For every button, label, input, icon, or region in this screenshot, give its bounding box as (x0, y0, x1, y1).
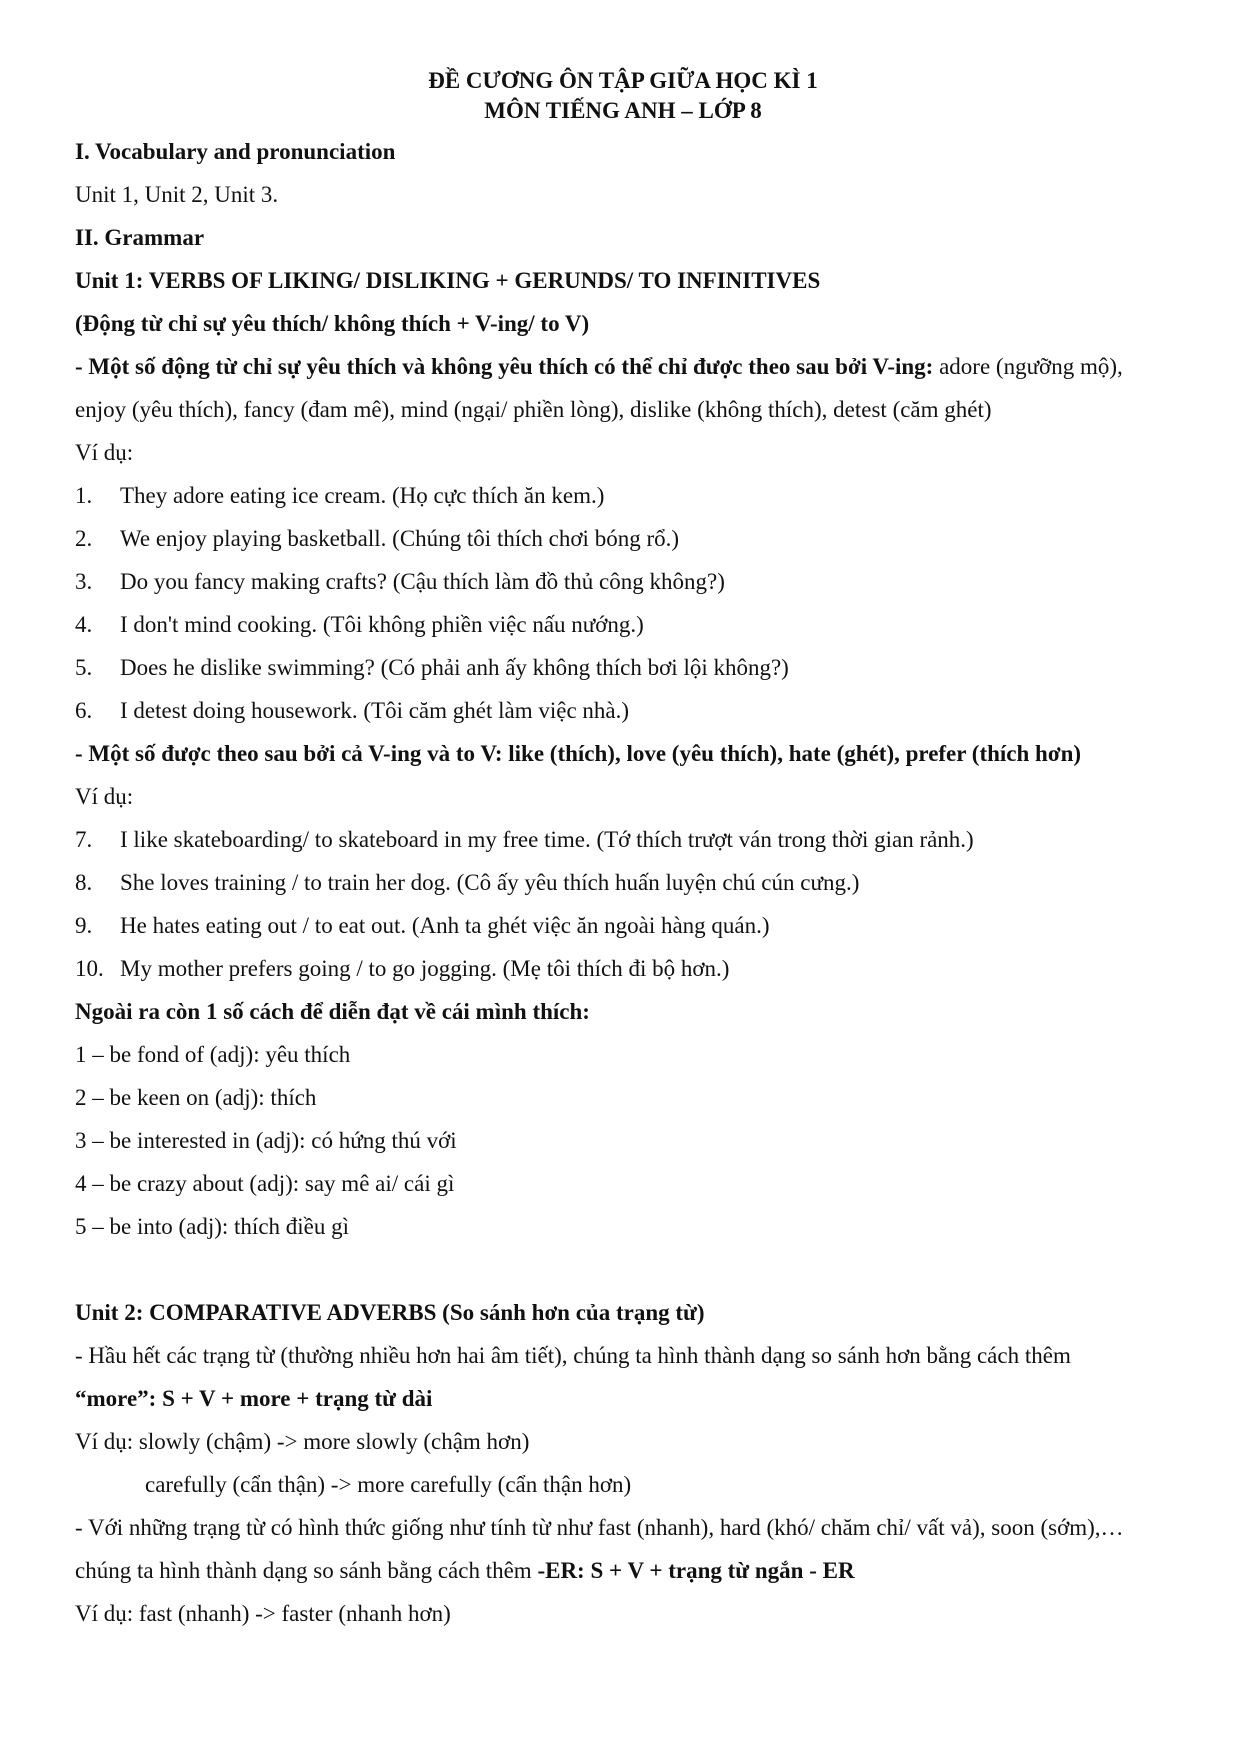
title-line-1: ĐỀ CƯƠNG ÔN TẬP GIỮA HỌC KÌ 1 (428, 68, 818, 93)
unit-2-paragraph-1-rule: “more”: S + V + more + trạng từ dài (75, 1386, 433, 1411)
list-item (75, 947, 1171, 990)
section-2-heading: II. Grammar (75, 225, 205, 250)
list-number: 8. (75, 870, 93, 895)
list-item (75, 517, 1171, 560)
list-text: My mother prefers going / to go jogging. (Mẹ tôi thích đi bộ hơn.) (120, 956, 730, 981)
document-title (75, 66, 1171, 126)
list-number: 9. (75, 913, 93, 938)
example-label: Ví dụ: (75, 784, 134, 809)
title-line-2: MÔN TIẾNG ANH – LỚP 8 (484, 98, 762, 123)
list-item (75, 818, 1171, 861)
expression-item: 5 – be into (adj): thích điều gì (75, 1214, 350, 1239)
example-label: Ví dụ: (75, 440, 134, 465)
unit-2-paragraph-1: - Hầu hết các trạng từ (thường nhiều hơn hai âm tiết), chúng ta hình thành dạng so sánh hơn bằng cách thêm (75, 1343, 1071, 1368)
unit-1-paragraph-1 (75, 345, 1171, 431)
section-1-text: Unit 1, Unit 2, Unit 3. (75, 182, 279, 207)
unit-1-paragraph-1-bold: - Một số động từ chỉ sự yêu thích và không yêu thích có thể chỉ được theo sau bởi V-ing: (75, 354, 934, 379)
list-number: 2. (75, 526, 93, 551)
list-text: I like skateboarding/ to skateboard in my free time. (Tớ thích trượt ván trong thời gian rảnh.) (120, 827, 974, 852)
list-number: 1. (75, 483, 93, 508)
list-number: 5. (75, 655, 93, 680)
unit-1-heading: Unit 1: VERBS OF LIKING/ DISLIKING + GERUNDS/ TO INFINITIVES (75, 268, 821, 293)
expression-item: 3 – be interested in (adj): có hứng thú với (75, 1128, 457, 1153)
list-text: Do you fancy making crafts? (Cậu thích làm đồ thủ công không?) (120, 569, 725, 594)
list-text: I don't mind cooking. (Tôi không phiền việc nấu nướng.) (120, 612, 644, 637)
unit-2-example-2: carefully (cẩn thận) -> more carefully (cẩn thận hơn) (145, 1472, 632, 1497)
list-number: 10. (75, 956, 104, 981)
list-text: He hates eating out / to eat out. (Anh ta ghét việc ăn ngoài hàng quán.) (120, 913, 770, 938)
unit-2-paragraph-2-text: - Với những trạng từ có hình thức giống như tính từ như fast (nhanh), hard (khó/ chăm chỉ/ vất vả), soon (sớm),… chúng ta hình thành dạng so sánh bằng cách thêm (75, 1515, 1124, 1583)
unit-2-paragraph-2 (75, 1506, 1171, 1592)
list-item (75, 474, 1171, 517)
list-number: 4. (75, 612, 93, 637)
list-item (75, 689, 1171, 732)
expression-item: 4 – be crazy about (adj): say mê ai/ cái gì (75, 1171, 455, 1196)
list-item (75, 861, 1171, 904)
unit-1-paragraph-1-text: adore (ngưỡng mộ), enjoy (yêu thích), fancy (đam mê), mind (ngại/ phiền lòng), dislike (không thích), detest (căm ghét) (75, 354, 1123, 422)
list-text: She loves training / to train her dog. (Cô ấy yêu thích huấn luyện chú cún cưng.) (120, 870, 860, 895)
unit-1-subheading: (Động từ chỉ sự yêu thích/ không thích + V-ing/ to V) (75, 311, 590, 336)
list-number: 3. (75, 569, 93, 594)
list-text: Does he dislike swimming? (Có phải anh ấy không thích bơi lội không?) (120, 655, 789, 680)
list-item (75, 560, 1171, 603)
unit-2-example-1: Ví dụ: slowly (chậm) -> more slowly (chậm hơn) (75, 1429, 530, 1454)
spacer (75, 1248, 1171, 1291)
list-item (75, 904, 1171, 947)
list-number: 7. (75, 827, 93, 852)
list-item (75, 646, 1171, 689)
unit-2-example-3: Ví dụ: fast (nhanh) -> faster (nhanh hơn) (75, 1601, 451, 1626)
unit-1-paragraph-3: Ngoài ra còn 1 số cách để diễn đạt về cái mình thích: (75, 999, 590, 1024)
section-1-heading: I. Vocabulary and pronunciation (75, 139, 396, 164)
list-text: We enjoy playing basketball. (Chúng tôi thích chơi bóng rổ.) (120, 526, 680, 551)
list-text: They adore eating ice cream. (Họ cực thích ăn kem.) (120, 483, 605, 508)
expression-item: 2 – be keen on (adj): thích (75, 1085, 317, 1110)
list-item (75, 603, 1171, 646)
list-number: 6. (75, 698, 93, 723)
unit-2-heading: Unit 2: COMPARATIVE ADVERBS (So sánh hơn của trạng từ) (75, 1300, 705, 1325)
unit-2-paragraph-2-rule: -ER: S + V + trạng từ ngắn - ER (537, 1558, 855, 1583)
list-text: I detest doing housework. (Tôi căm ghét làm việc nhà.) (120, 698, 630, 723)
expression-item: 1 – be fond of (adj): yêu thích (75, 1042, 351, 1067)
unit-1-paragraph-2: - Một số được theo sau bởi cả V-ing và to V: like (thích), love (yêu thích), hate (ghét), prefer (thích hơn) (75, 741, 1082, 766)
